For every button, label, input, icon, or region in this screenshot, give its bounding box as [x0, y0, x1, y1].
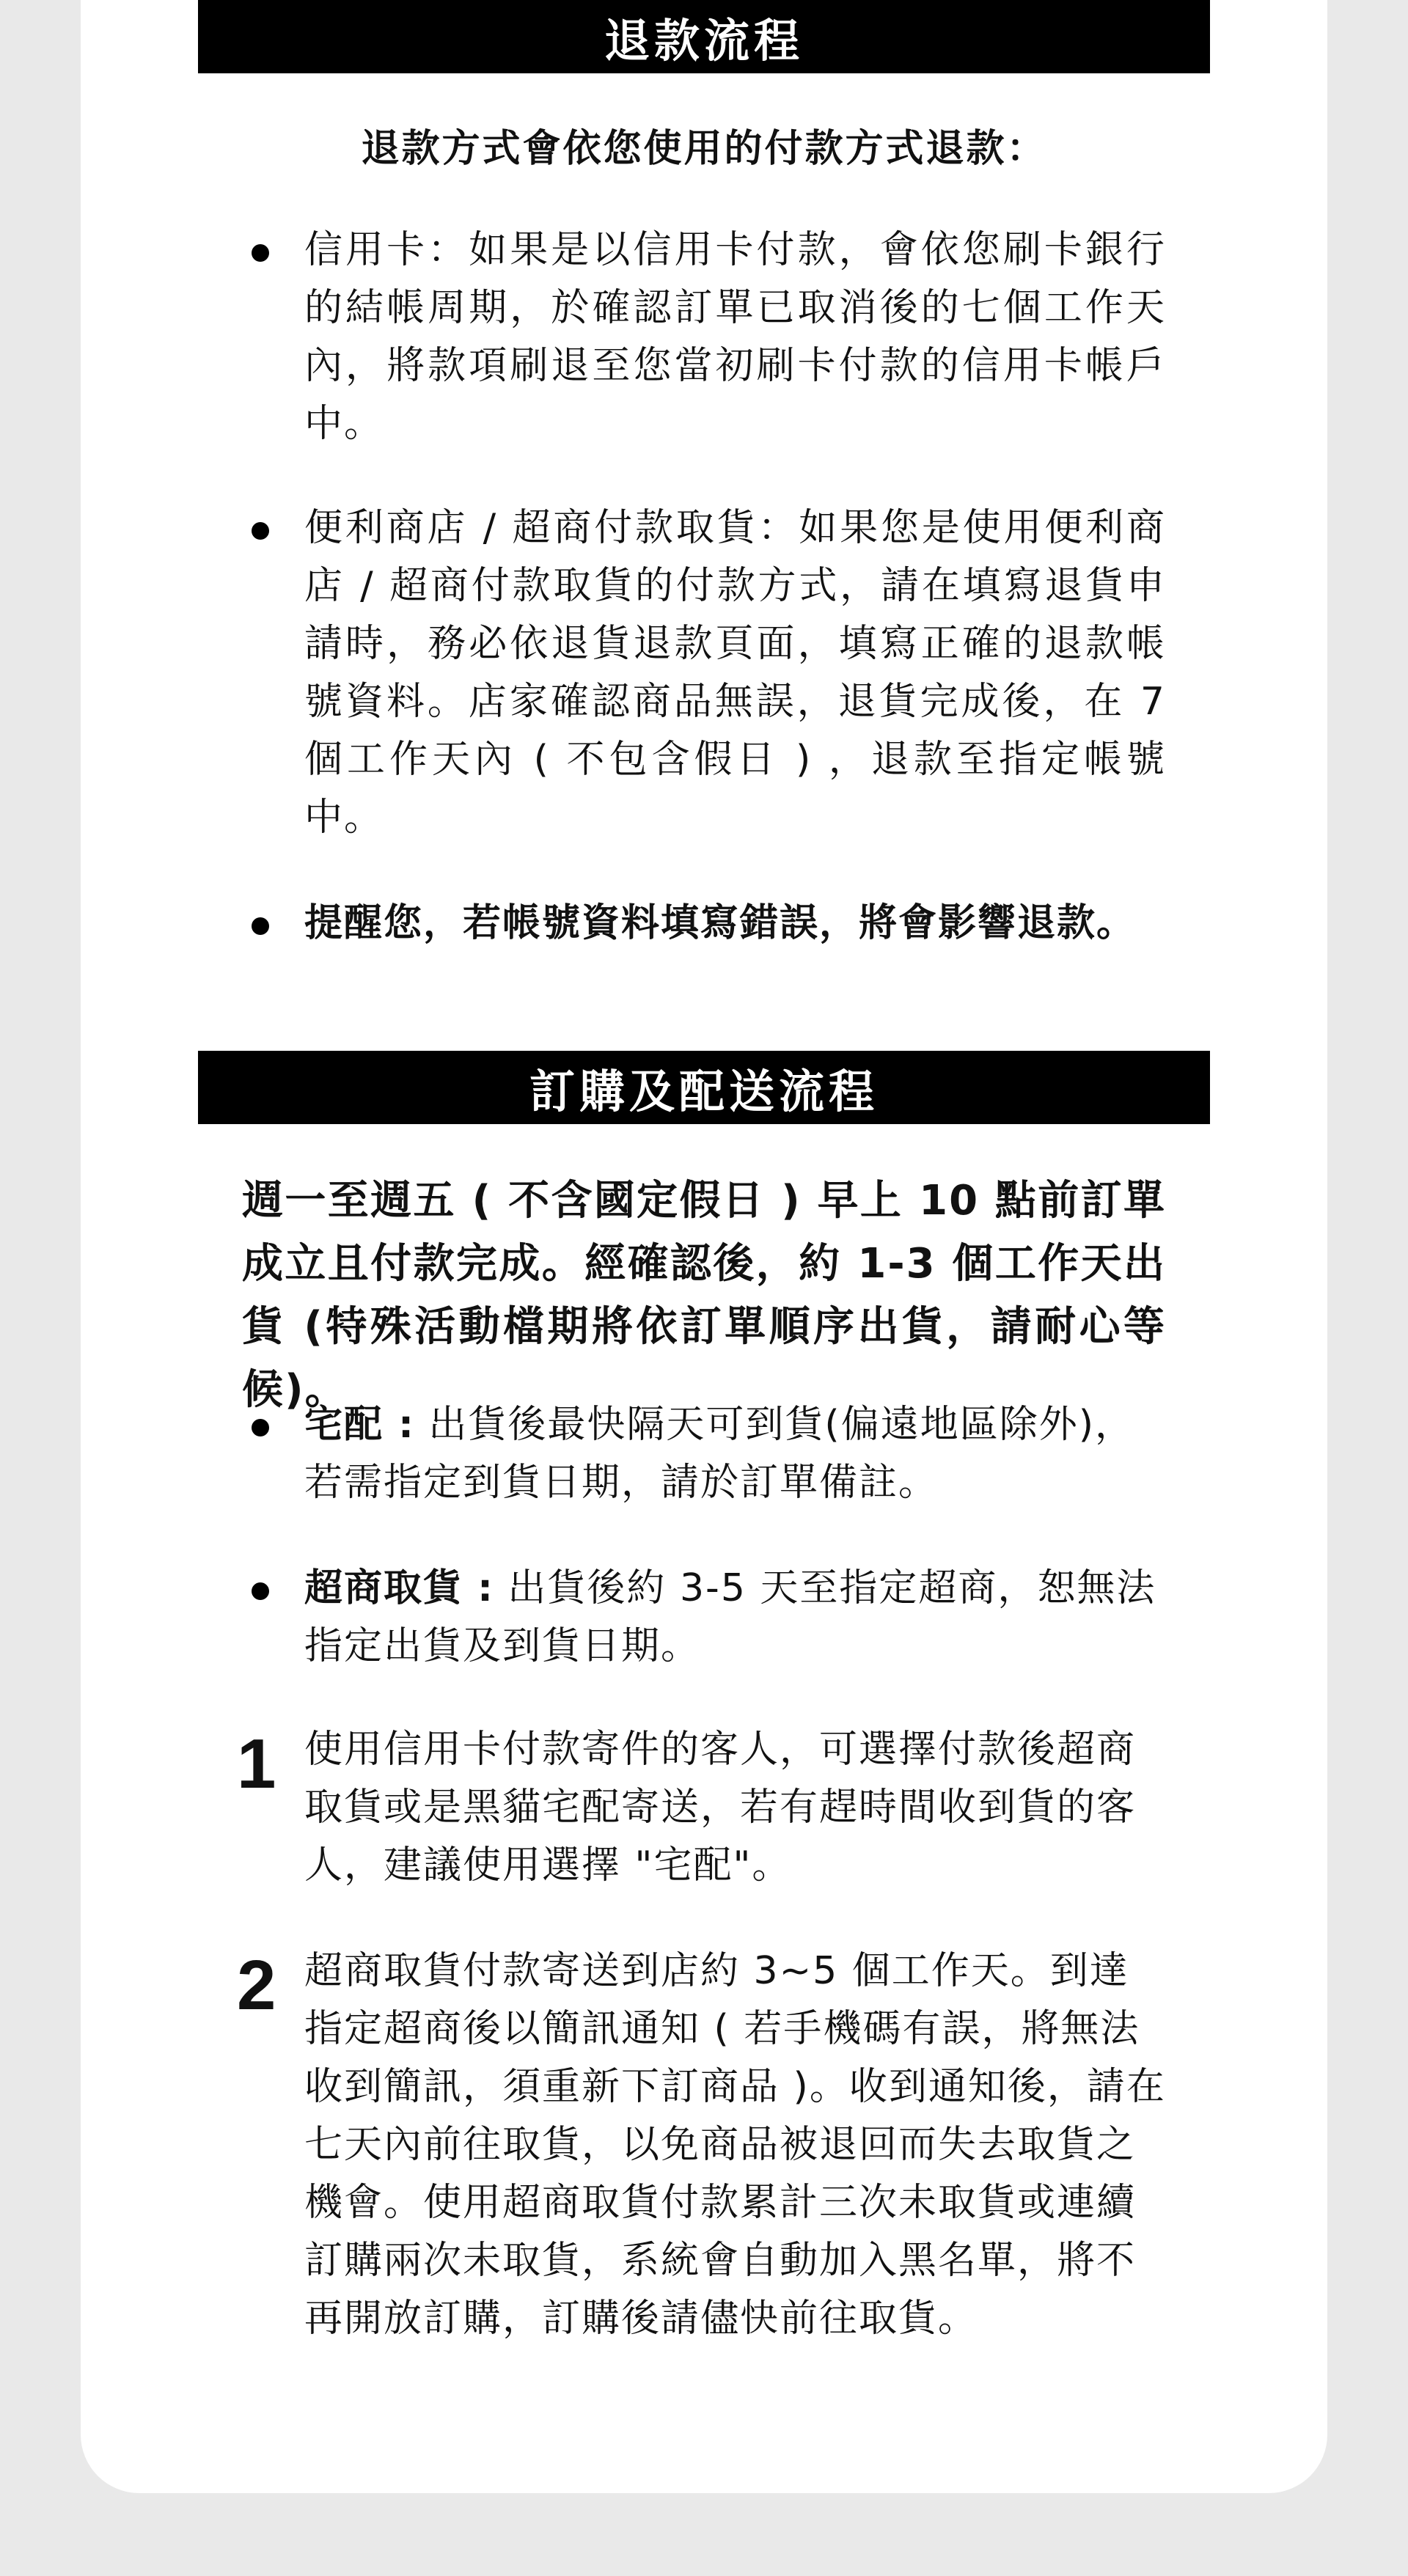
- bullet-label: 超商取貨 :: [304, 1566, 494, 1610]
- refund-item-credit-card: 信用卡：如果是以信用卡付款，會依您刷卡銀行的結帳周期，於確認訂單已取消後的七個工作天內，將款項刷退至您當初刷卡付款的信用卡帳戶中。: [304, 228, 1166, 446]
- refund-section-title: 退款流程: [198, 0, 1210, 73]
- order-note-2: 超商取貨付款寄送到店約 3~5 個工作天。到達指定超商後以簡訊通知 ( 若手機碼有誤，將無法收到簡訊，須重新下訂商品 )。收到通知後，請在七天內前往取貨，以免商品被退回而失去取貨之機會。使用超商取貨付款累計三次未取貨或連續訂購兩次未取貨，系統會自動加入黑名單，將不再開放訂購，訂購後請儘快前往取貨。: [304, 1949, 1166, 2341]
- bullet-icon: [252, 1582, 269, 1600]
- order-bullet-store-pickup: [304, 1560, 1166, 1676]
- number-marker: 1: [237, 1725, 276, 1803]
- bullet-icon: [252, 244, 269, 262]
- refund-intro: 退款方式會依您使用的付款方式退款：: [361, 127, 1047, 171]
- order-note-1: 使用信用卡付款寄件的客人，可選擇付款後超商取貨或是黑貓宅配寄送，若有趕時間收到貨的客人，建議使用選擇 "宅配"。: [304, 1728, 1137, 1887]
- bullet-icon: [252, 1419, 269, 1436]
- refund-item-convenience-store: 便利商店 / 超商付款取貨：如果您是使用便利商店 / 超商付款取貨的付款方式，請在填寫退貨申請時，務必依退貨退款頁面，填寫正確的退款帳號資料。店家確認商品無誤，退貨完成後，在 7 個工作天內 ( 不包含假日 ) ，退款至指定帳號中。: [304, 506, 1166, 840]
- order-intro: 週一至週五 ( 不含國定假日 ) 早上 10 點前訂單成立且付款完成。經確認後，約 1-3 個工作天出貨 (特殊活動檔期將依訂單順序出貨，請耐心等候)。: [242, 1177, 1166, 1414]
- refund-item-reminder: 提醒您，若帳號資料填寫錯誤，將會影響退款。: [304, 901, 1137, 945]
- order-section-title: 訂購及配送流程: [198, 1051, 1210, 1124]
- bullet-icon: [252, 917, 269, 935]
- bullet-text: 出貨後最快隔天可到貨(偏遠地區除外)，若需指定到貨日期，請於訂單備註。: [304, 1403, 1135, 1505]
- number-marker: 2: [237, 1946, 276, 2025]
- bullet-icon: [252, 522, 269, 540]
- bullet-text: 出貨後約 3-5 天至指定超商，恕無法指定出貨及到貨日期。: [304, 1566, 1156, 1668]
- bullet-label: 宅配 :: [304, 1403, 415, 1447]
- order-bullet-home-delivery: [304, 1396, 1166, 1512]
